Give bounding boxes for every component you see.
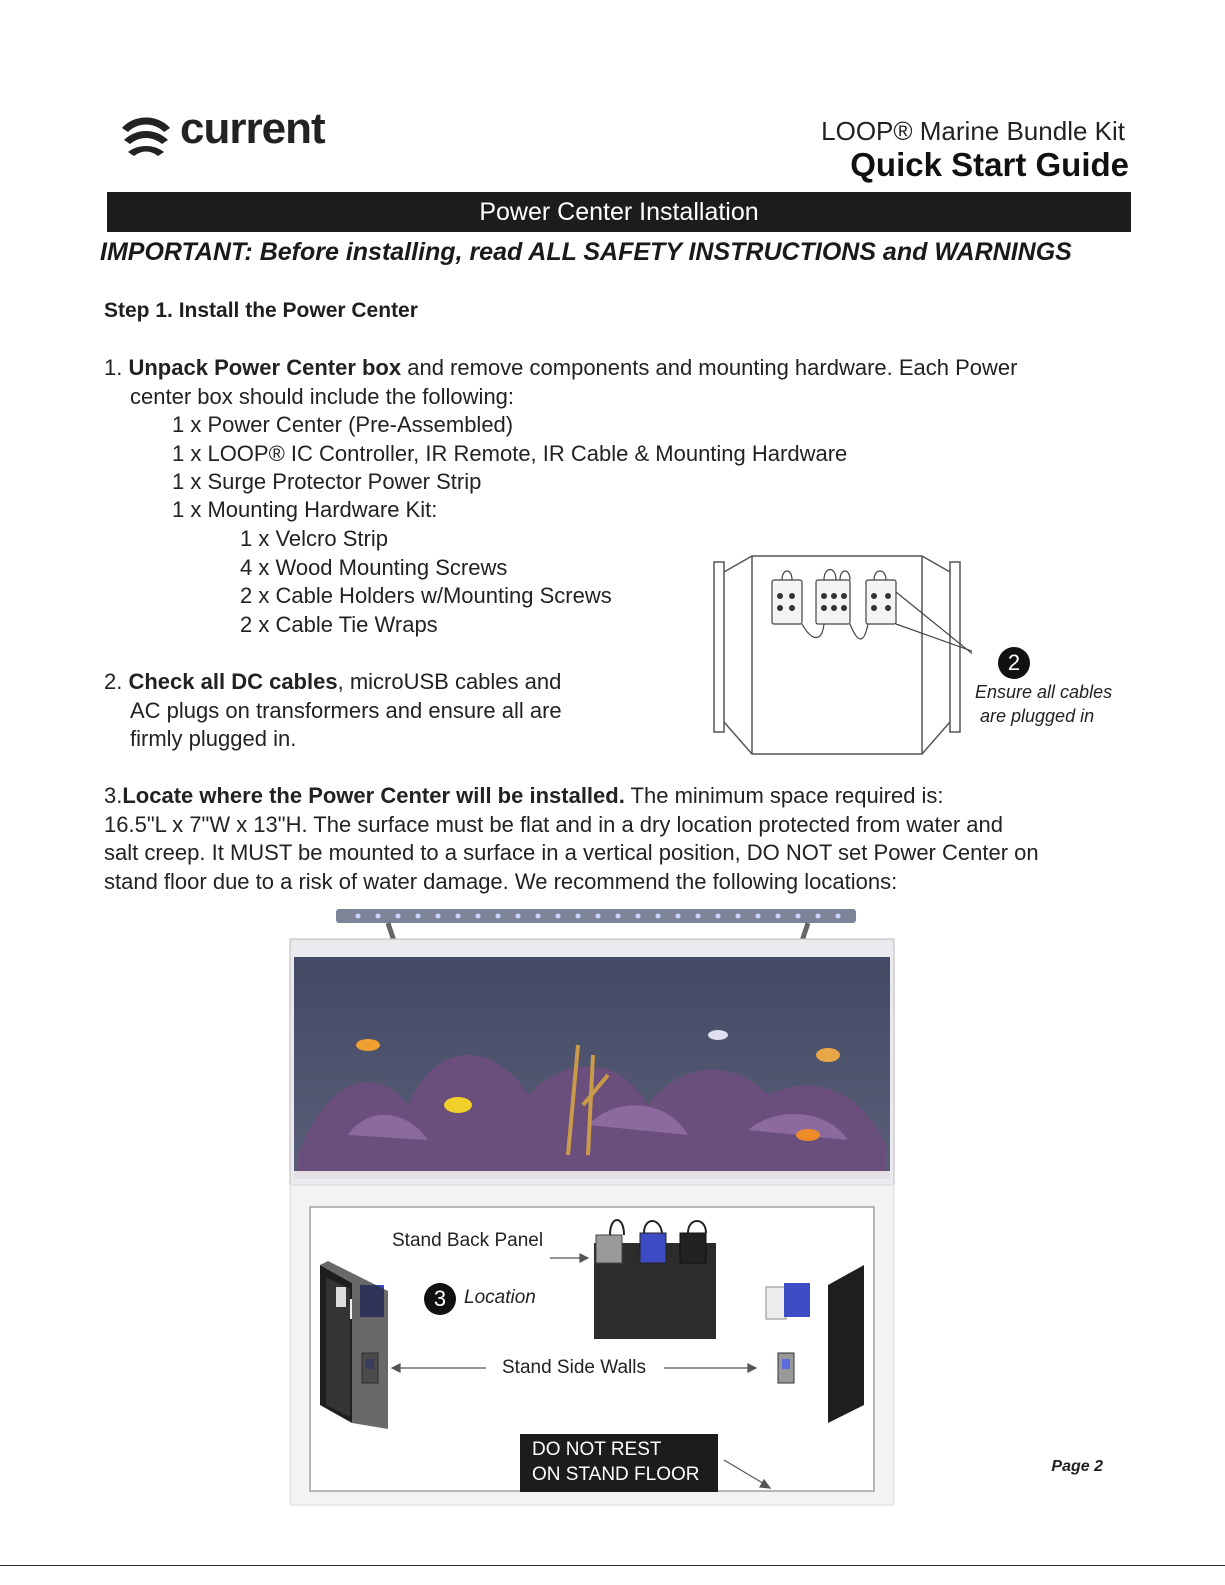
item2-bold: Check all DC cables <box>128 669 338 694</box>
floor-warning-line2: ON STAND FLOOR <box>532 1464 700 1485</box>
footer-divider <box>0 1565 1225 1566</box>
hardware-item: 1 x Velcro Strip <box>240 526 388 551</box>
item3-rest: The minimum space required is: <box>624 783 944 808</box>
hardware-item: 4 x Wood Mounting Screws <box>240 555 508 580</box>
item3-line2: 16.5"L x 7"W x 13"H. The surface must be flat and in a dry location protected from water and <box>104 812 1003 837</box>
diagram-note: Ensure all cables <box>975 682 1113 702</box>
important-warning: IMPORTANT: Before installing, read ALL SAFETY INSTRUCTIONS and WARNINGS <box>100 238 1072 266</box>
item1-bold: Unpack Power Center box <box>128 355 402 380</box>
content-item: 1 x Power Center (Pre-Assembled) <box>172 412 514 437</box>
side-walls-label: Stand Side Walls <box>502 1357 646 1378</box>
item3-line3: salt creep. It MUST be mounted to a surface in a vertical position, DO NOT set Power Center on <box>104 840 1039 865</box>
diagram-note: are plugged in <box>980 706 1095 726</box>
item2-line1 <box>104 667 561 696</box>
item3-line4: stand floor due to a risk of water damage. We recommend the following locations: <box>104 869 898 894</box>
floor-warning-line1: DO NOT REST <box>532 1439 662 1460</box>
step-title: Step 1. Install the Power Center <box>104 299 418 322</box>
item1-rest: and remove components and mounting hardware. Each Power <box>401 355 1018 380</box>
item2-line3: firmly plugged in. <box>130 726 297 751</box>
hardware-item: 2 x Cable Tie Wraps <box>240 612 438 637</box>
item3-number: 3. <box>104 783 123 808</box>
item1-number: 1. <box>104 355 123 380</box>
hardware-item: 2 x Cable Holders w/Mounting Screws <box>240 583 612 608</box>
aquarium-stand-photo <box>288 905 896 1507</box>
location-label: Location <box>464 1287 536 1308</box>
item2-rest: , microUSB cables and <box>337 669 562 694</box>
item1-line2: center box should include the following: <box>130 384 515 409</box>
content-item: 1 x Surge Protector Power Strip <box>172 469 482 494</box>
item3-line1 <box>104 781 944 810</box>
current-wave-logo-icon <box>118 106 174 162</box>
item1-line1 <box>104 353 1017 382</box>
content-item: 1 x Mounting Hardware Kit: <box>172 497 438 522</box>
power-center-diagram <box>712 552 972 762</box>
step-badge-3: 3 <box>424 1283 456 1315</box>
item3-bold: Locate where the Power Center will be installed. <box>122 783 625 808</box>
step-badge-2: 2 <box>998 647 1030 679</box>
floor-warning-box <box>520 1434 718 1492</box>
kit-title: LOOP® Marine Bundle Kit <box>821 116 1125 146</box>
page-number: Page 2 <box>1051 1458 1103 1475</box>
item2-line2: AC plugs on transformers and ensure all are <box>130 698 562 723</box>
back-panel-label: Stand Back Panel <box>392 1230 544 1251</box>
item2-number: 2. <box>104 669 123 694</box>
guide-title: Quick Start Guide <box>850 146 1129 183</box>
brand-name: current <box>180 104 325 153</box>
section-banner: Power Center Installation <box>107 192 1131 232</box>
content-item: 1 x LOOP® IC Controller, IR Remote, IR Cable & Mounting Hardware <box>172 441 848 466</box>
